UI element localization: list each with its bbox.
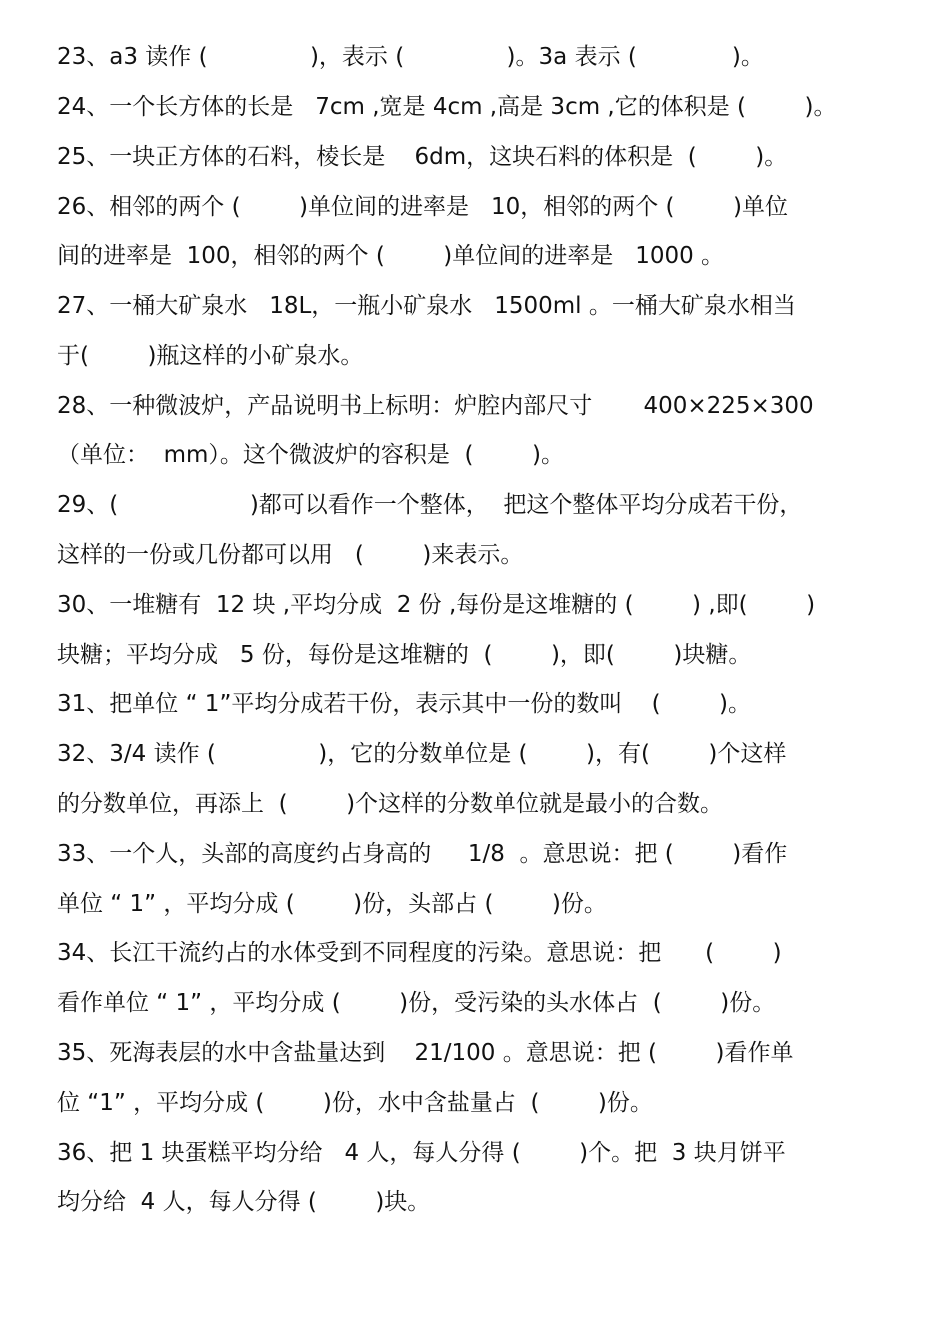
question-26-cont: 间的进率是 100，相邻的两个 ( )单位间的进率是 1000 。 xyxy=(57,243,725,269)
question-25: 25、一块正方体的石料，棱长是 6dm，这块石料的体积是 ( )。 xyxy=(57,144,788,170)
question-34: 34、长江干流约占的水体受到不同程度的污染。意思说：把 ( ) xyxy=(57,940,782,966)
question-36: 36、把 1 块蛋糕平均分给 4 人，每人分得 ( )个。把 3 块月饼平 xyxy=(57,1140,786,1166)
question-30-cont: 块糖；平均分成 5 份，每份是这堆糖的 ( )，即( )块糖。 xyxy=(57,642,752,668)
question-36-cont: 均分给 4 人，每人分得 ( )块。 xyxy=(57,1189,431,1215)
question-34-cont: 看作单位 “ 1” ，平均分成 ( )份，受污染的头水体占 ( )份。 xyxy=(57,990,776,1016)
question-27: 27、一桶大矿泉水 18L，一瓶小矿泉水 1500ml 。一桶大矿泉水相当 xyxy=(57,293,796,319)
question-32-cont: 的分数单位，再添上 ( )个这样的分数单位就是最小的合数。 xyxy=(57,791,724,817)
question-23: 23、a3 读作 ( )，表示 ( )。3a 表示 ( )。 xyxy=(57,44,764,70)
question-26: 26、相邻的两个 ( )单位间的进率是 10，相邻的两个 ( )单位 xyxy=(57,194,788,220)
question-29-cont: 这样的一份或几份都可以用 ( )来表示。 xyxy=(57,542,524,568)
question-32: 32、3/4 读作 ( )，它的分数单位是 ( )，有( )个这样 xyxy=(57,741,787,767)
question-24: 24、一个长方体的长是 7cm ,宽是 4cm ,高是 3cm ,它的体积是 ( )。 xyxy=(57,94,837,120)
question-35-cont: 位 “1” ，平均分成 ( )份，水中含盐量占 ( )份。 xyxy=(57,1090,653,1116)
question-29: 29、( )都可以看作一个整体， 把这个整体平均分成若干份， xyxy=(57,492,803,518)
question-28: 28、一种微波炉，产品说明书上标明：炉腔内部尺寸 400×225×300 xyxy=(57,393,814,419)
question-33: 33、一个人，头部的高度约占身高的 1/8 。意思说：把 ( )看作 xyxy=(57,841,788,867)
question-35: 35、死海表层的水中含盐量达到 21/100 。意思说：把 ( )看作单 xyxy=(57,1040,794,1066)
question-30: 30、一堆糖有 12 块 ,平均分成 2 份 ,每份是这堆糖的 ( ) ,即( ) xyxy=(57,592,816,618)
question-33-cont: 单位 “ 1” ，平均分成 ( )份，头部占 ( )份。 xyxy=(57,891,607,917)
question-28-cont: （单位： mm）。这个微波炉的容积是 ( )。 xyxy=(57,442,564,468)
question-31: 31、把单位 “ 1”平均分成若干份，表示其中一份的数叫 ( )。 xyxy=(57,691,752,717)
question-27-cont: 于( )瓶这样的小矿泉水。 xyxy=(57,343,364,369)
